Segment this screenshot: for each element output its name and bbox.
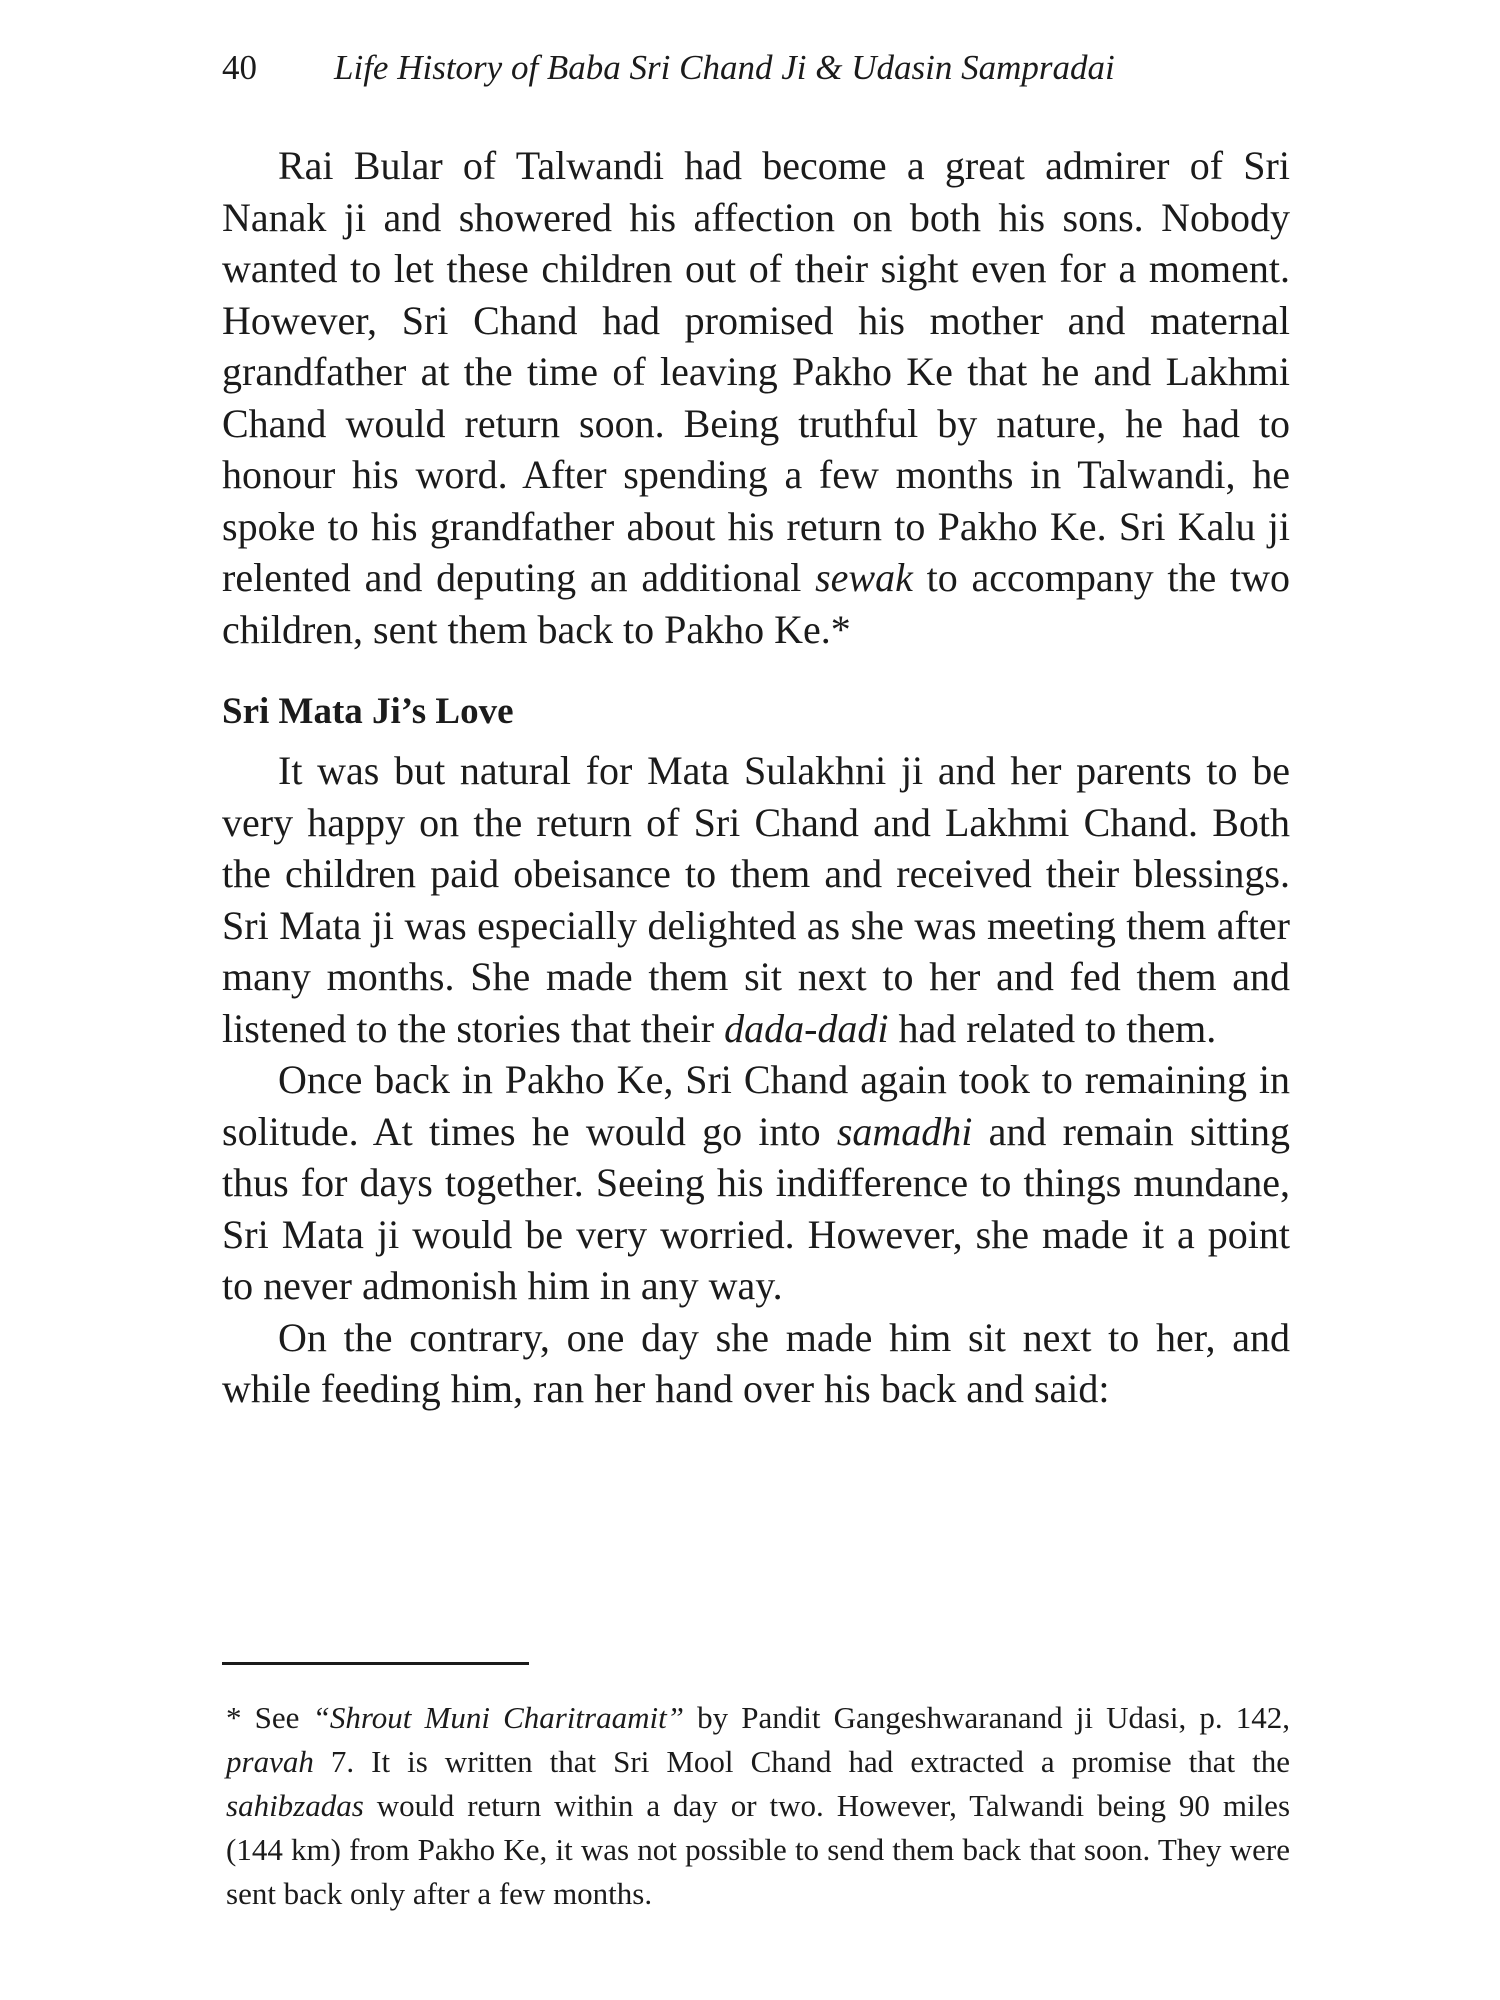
paragraph-1-text: Rai Bular of Talwandi had become a great admirer of Sri Nanak ji and showered his affection on both his sons. Nobody wanted to let these children out of their sight even for a moment. However, Sri Chand had promised his mother and maternal grandfather at the time of leaving Pakho Ke that he and Lakhmi Chand would return soon. Being truthful by nature, he had to honour his word. After spending a few months in Talwandi, he spoke to his grandfather about his return to Pakho Ke. Sri Kalu ji relented and deputing an additional — [222, 143, 1290, 600]
paragraph-1-italic-term: sewak — [815, 555, 913, 600]
footnote-part-1: * See — [226, 1700, 300, 1735]
paragraph-1 — [222, 140, 1290, 655]
paragraph-3 — [222, 1054, 1290, 1312]
paragraph-2-end: had related to them. — [898, 1005, 1217, 1051]
footnote-book-title: “Shrout Muni Charitraamit” — [312, 1700, 684, 1735]
section-heading: Sri Mata Ji’s Love — [222, 691, 514, 732]
paragraph-1-end: to accompany the two children, sent them back to Pakho Ke.* — [222, 555, 1291, 652]
footnote-part-2: by Pandit Gangeshwaranand ji Udasi, p. 142, — [697, 1700, 1291, 1735]
paragraph-3-text: Once back in Pakho Ke, Sri Chand again took to remaining in solitude. At times he would go into — [222, 1057, 1290, 1154]
paragraph-3-end: and remain sitting thus for days together. Seeing his indifference to things mundane, Sri Mata ji would be very worried. However, she made it a point to never admonish him in any way. — [222, 1108, 1290, 1308]
main-text — [222, 140, 1290, 1415]
page-number: 40 — [222, 48, 257, 87]
running-title: Life History of Baba Sri Chand Ji & Udasin Sampradai — [334, 48, 1115, 87]
footnote-divider — [222, 1662, 529, 1665]
paragraph-4: On the contrary, one day she made him sit next to her, and while feeding him, ran her hand over his back and said: — [222, 1314, 1290, 1411]
footnote-part-3: 7. It is written that Sri Mool Chand had extracted a promise that the — [330, 1744, 1291, 1779]
running-head — [222, 38, 1302, 98]
paragraph-3-italic-term: samadhi — [836, 1108, 973, 1154]
footnote — [226, 1696, 1290, 1916]
paragraph-2 — [222, 745, 1290, 1054]
footnote-italic-sahibzadas: sahibzadas — [226, 1788, 364, 1823]
paragraph-2-text: It was but natural for Mata Sulakhni ji and her parents to be very happy on the return of Sri Chand and Lakhmi Chand. Both the children paid obeisance to them and received their blessings. Sri Mata ji was especially delighted as she was meeting them after many months. She made them sit next to her and fed them and listened to the stories that their — [222, 748, 1290, 1051]
paragraph-2-italic-term: dada-dadi — [724, 1005, 889, 1051]
footnote-text — [226, 1696, 1290, 1916]
footnote-part-4: would return within a day or two. However, Talwandi being 90 miles (144 km) from Pakho Ke, it was not possible to send them back that soon. They were sent back only after a few months. — [226, 1788, 1291, 1911]
footnote-italic-term: pravah — [226, 1744, 314, 1779]
